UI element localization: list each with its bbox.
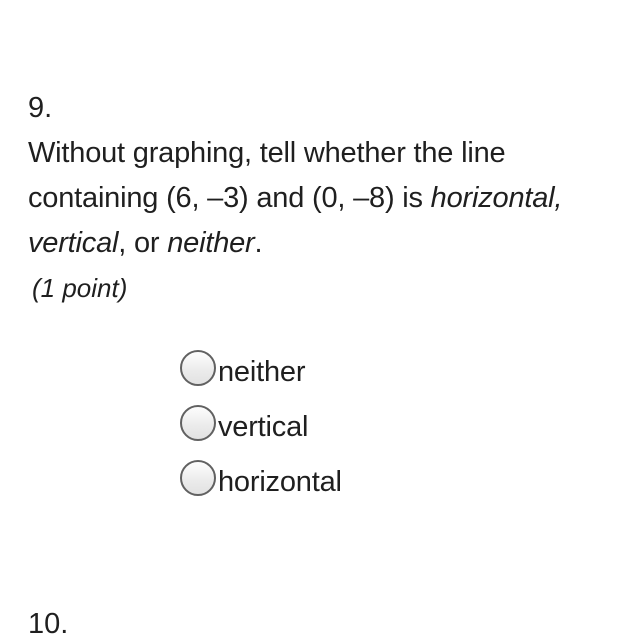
answer-option-neither[interactable] <box>180 340 632 395</box>
question-line-3 <box>28 221 632 266</box>
answer-option-label[interactable]: neither <box>218 356 306 388</box>
question-line-3-regular: , or <box>118 227 168 259</box>
answer-option-vertical[interactable] <box>180 395 632 450</box>
question-line-3-italic-1: vertical <box>28 227 119 259</box>
question-number: 9. <box>28 92 53 124</box>
question-line-2-italic: horizontal, <box>430 182 563 214</box>
radio-button-icon[interactable] <box>180 350 216 386</box>
answer-option-label[interactable]: vertical <box>218 411 309 443</box>
question-text <box>28 131 632 266</box>
answer-option-label[interactable]: horizontal <box>218 466 342 498</box>
answer-option-horizontal[interactable] <box>180 450 632 505</box>
question-line-2 <box>28 176 632 221</box>
question-line-1: Without graphing, tell whether the line <box>28 137 506 169</box>
question-line-3-italic-2: neither <box>167 227 255 259</box>
radio-button-icon[interactable] <box>180 460 216 496</box>
points-label: (1 point) <box>32 273 128 303</box>
answer-options-group <box>180 340 632 505</box>
question-line-3-period: . <box>254 227 263 259</box>
radio-button-icon[interactable] <box>180 405 216 441</box>
next-question-number: 10. <box>28 608 69 640</box>
question-line-2-regular: containing (6, –3) and (0, –8) is <box>28 182 431 214</box>
